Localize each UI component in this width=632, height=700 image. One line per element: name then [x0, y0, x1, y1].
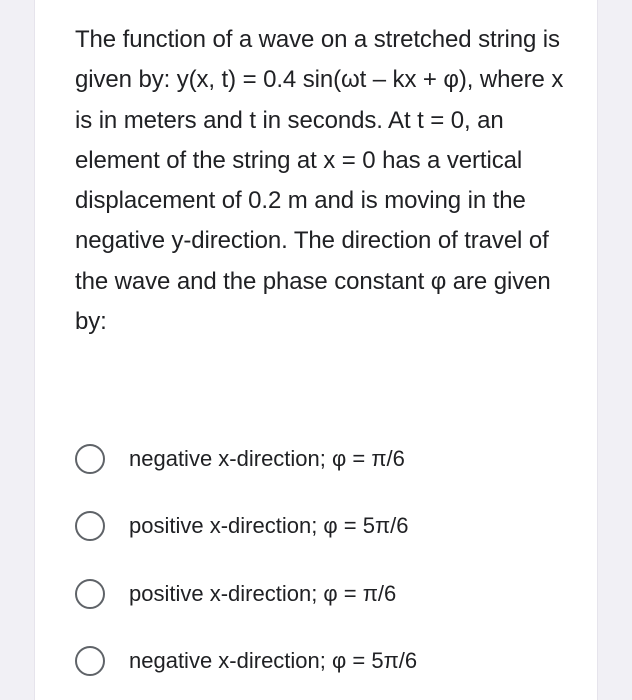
radio-button-icon[interactable] [75, 444, 105, 474]
radio-button-icon[interactable] [75, 646, 105, 676]
option-2[interactable] [75, 493, 575, 561]
option-4[interactable] [75, 628, 575, 696]
option-2-label: positive x-direction; φ = 5π/6 [129, 513, 409, 539]
question-text: The function of a wave on a stretched string is given by: y(x, t) = 0.4 sin(ωt – kx + φ), where x is in meters and t in seconds. At t = 0, an element of the string at x = 0 has a vertical displacement of 0.2 m and is moving in the negative y-direction. The direction of travel of the wave and the phase constant φ are given by: [75, 26, 564, 336]
option-3-label: positive x-direction; φ = π/6 [129, 580, 397, 606]
answer-options [75, 425, 575, 695]
option-1-label: negative x-direction; φ = π/6 [129, 445, 405, 471]
option-1[interactable] [75, 425, 575, 493]
radio-button-icon[interactable] [75, 579, 105, 609]
question-card [34, 0, 598, 700]
radio-button-icon[interactable] [75, 511, 105, 541]
option-4-label: negative x-direction; φ = 5π/6 [129, 648, 418, 674]
option-3[interactable] [75, 560, 575, 628]
